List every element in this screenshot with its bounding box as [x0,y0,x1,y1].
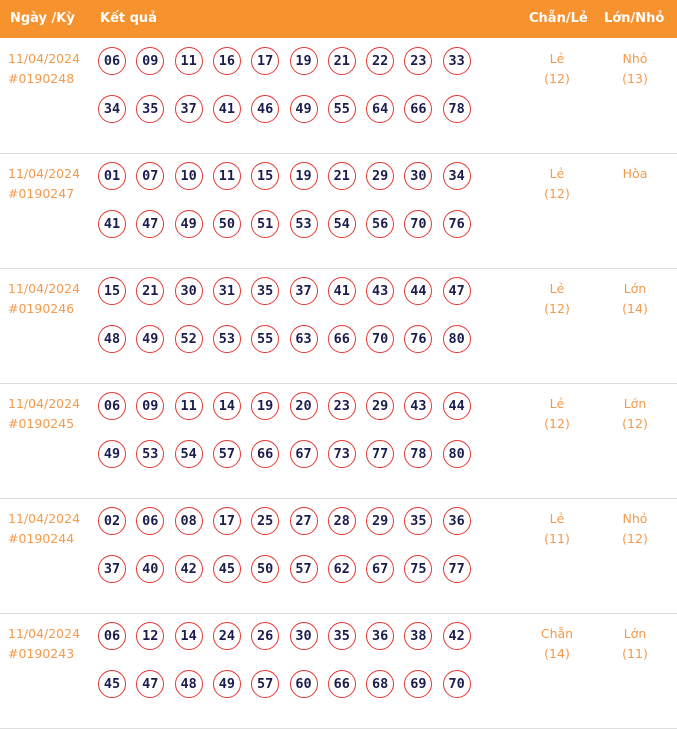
even-odd-result [522,624,592,664]
even-odd-value: Lẻ [549,511,565,526]
big-small-result [600,509,670,549]
number-ball: 50 [251,555,279,583]
draw-id: #0190247 [8,186,75,201]
number-ball: 53 [136,440,164,468]
number-ball: 78 [443,95,471,123]
number-ball: 54 [328,210,356,238]
number-ball: 50 [213,210,241,238]
number-ball: 46 [251,95,279,123]
draw-date-period [8,509,80,549]
number-ball: 41 [213,95,241,123]
draw-row [0,154,677,269]
column-header-even-odd: Chẵn/Lẻ [529,11,588,26]
number-ball: 49 [136,325,164,353]
even-odd-result [522,49,592,89]
big-small-value: Lớn [623,281,647,296]
draw-date: 11/04/2024 [8,396,81,411]
number-ball: 77 [366,440,394,468]
number-ball: 35 [251,277,279,305]
number-ball: 17 [251,47,279,75]
number-ball: 34 [443,162,471,190]
even-odd-count: (11) [544,531,570,546]
draw-row [0,614,677,729]
number-ball: 76 [443,210,471,238]
number-ball: 30 [290,622,318,650]
number-ball: 48 [98,325,126,353]
big-small-result [600,279,670,319]
draw-row [0,39,677,154]
number-ball: 28 [328,507,356,535]
number-ball: 70 [366,325,394,353]
draw-date: 11/04/2024 [8,281,81,296]
even-odd-result [522,164,592,204]
number-ball: 66 [328,325,356,353]
results-table-header [0,0,677,38]
number-ball: 53 [290,210,318,238]
number-ball: 34 [98,95,126,123]
number-ball: 45 [98,670,126,698]
draw-id: #0190248 [8,71,75,86]
number-ball: 35 [136,95,164,123]
number-ball: 73 [328,440,356,468]
big-small-count: (13) [622,71,648,86]
draw-id: #0190244 [8,531,75,546]
number-ball: 55 [328,95,356,123]
number-ball: 17 [213,507,241,535]
number-ball: 23 [404,47,432,75]
number-ball: 60 [290,670,318,698]
number-ball: 67 [290,440,318,468]
big-small-count: (12) [622,531,648,546]
number-ball: 47 [443,277,471,305]
draw-date-period [8,49,80,89]
number-ball: 57 [290,555,318,583]
big-small-value: Nhỏ [622,511,648,526]
number-ball: 23 [328,392,356,420]
number-ball: 44 [404,277,432,305]
number-ball: 10 [175,162,203,190]
number-ball: 66 [251,440,279,468]
big-small-value: Lớn [623,396,647,411]
number-ball: 35 [328,622,356,650]
big-small-result [600,624,670,664]
number-ball: 26 [251,622,279,650]
even-odd-count: (12) [544,71,570,86]
number-ball: 21 [328,47,356,75]
number-ball: 37 [98,555,126,583]
number-ball: 64 [366,95,394,123]
number-ball: 02 [98,507,126,535]
draw-date: 11/04/2024 [8,51,81,66]
big-small-value: Lớn [623,626,647,641]
number-ball: 52 [175,325,203,353]
draw-date: 11/04/2024 [8,166,81,181]
number-ball: 06 [98,622,126,650]
number-ball: 63 [290,325,318,353]
big-small-result [600,164,670,184]
number-ball: 09 [136,392,164,420]
number-ball: 43 [404,392,432,420]
number-ball: 47 [136,210,164,238]
draw-date-period [8,394,80,434]
number-ball: 06 [98,392,126,420]
number-ball: 53 [213,325,241,353]
draw-date: 11/04/2024 [8,626,81,641]
number-ball: 15 [251,162,279,190]
number-ball: 57 [251,670,279,698]
number-ball: 40 [136,555,164,583]
number-ball: 25 [251,507,279,535]
number-ball: 21 [136,277,164,305]
number-ball: 67 [366,555,394,583]
number-ball: 49 [213,670,241,698]
number-ball: 11 [175,392,203,420]
number-ball: 11 [175,47,203,75]
number-ball: 37 [175,95,203,123]
number-ball: 62 [328,555,356,583]
number-ball: 47 [136,670,164,698]
number-ball: 38 [404,622,432,650]
draw-date-period [8,624,80,664]
number-ball: 19 [290,162,318,190]
even-odd-count: (14) [544,646,570,661]
number-ball: 69 [404,670,432,698]
number-ball: 14 [175,622,203,650]
number-ball: 49 [175,210,203,238]
number-ball: 16 [213,47,241,75]
number-ball: 49 [290,95,318,123]
even-odd-value: Lẻ [549,166,565,181]
number-ball: 37 [290,277,318,305]
number-ball: 01 [98,162,126,190]
big-small-value: Hòa [622,166,648,181]
number-ball: 66 [404,95,432,123]
column-header-result: Kết quả [100,11,157,26]
even-odd-count: (12) [544,186,570,201]
number-ball: 19 [251,392,279,420]
number-ball: 48 [175,670,203,698]
number-ball: 19 [290,47,318,75]
number-ball: 36 [366,622,394,650]
number-ball: 29 [366,507,394,535]
number-ball: 42 [175,555,203,583]
number-ball: 30 [175,277,203,305]
number-ball: 24 [213,622,241,650]
even-odd-result [522,509,592,549]
number-ball: 36 [443,507,471,535]
number-ball: 41 [328,277,356,305]
number-ball: 49 [98,440,126,468]
number-ball: 43 [366,277,394,305]
number-ball: 66 [328,670,356,698]
even-odd-count: (12) [544,301,570,316]
number-ball: 20 [290,392,318,420]
number-ball: 70 [404,210,432,238]
number-ball: 70 [443,670,471,698]
number-ball: 76 [404,325,432,353]
draw-id: #0190246 [8,301,75,316]
number-ball: 35 [404,507,432,535]
number-ball: 41 [98,210,126,238]
number-ball: 29 [366,392,394,420]
number-ball: 11 [213,162,241,190]
number-ball: 09 [136,47,164,75]
number-ball: 44 [443,392,471,420]
number-ball: 45 [213,555,241,583]
number-ball: 54 [175,440,203,468]
even-odd-value: Lẻ [549,51,565,66]
big-small-result [600,394,670,434]
even-odd-count: (12) [544,416,570,431]
number-ball: 14 [213,392,241,420]
big-small-value: Nhỏ [622,51,648,66]
column-header-big-small: Lớn/Nhỏ [604,11,665,26]
number-ball: 51 [251,210,279,238]
number-ball: 42 [443,622,471,650]
big-small-count: (11) [622,646,648,661]
number-ball: 68 [366,670,394,698]
big-small-count: (12) [622,416,648,431]
big-small-result [600,49,670,89]
number-ball: 08 [175,507,203,535]
draw-row [0,499,677,614]
number-ball: 06 [136,507,164,535]
even-odd-value: Lẻ [549,281,565,296]
number-ball: 57 [213,440,241,468]
number-ball: 15 [98,277,126,305]
number-ball: 75 [404,555,432,583]
number-ball: 07 [136,162,164,190]
even-odd-value: Lẻ [549,396,565,411]
number-ball: 27 [290,507,318,535]
draw-date: 11/04/2024 [8,511,81,526]
number-ball: 31 [213,277,241,305]
even-odd-value: Chẵn [540,626,574,641]
number-ball: 78 [404,440,432,468]
number-ball: 77 [443,555,471,583]
number-ball: 29 [366,162,394,190]
column-header-date: Ngày /Kỳ [10,11,75,26]
number-ball: 30 [404,162,432,190]
draw-row [0,269,677,384]
draw-id: #0190245 [8,416,75,431]
draw-date-period [8,164,80,204]
even-odd-result [522,394,592,434]
number-ball: 80 [443,440,471,468]
number-ball: 80 [443,325,471,353]
number-ball: 12 [136,622,164,650]
number-ball: 33 [443,47,471,75]
draw-row [0,384,677,499]
number-ball: 55 [251,325,279,353]
number-ball: 06 [98,47,126,75]
draw-date-period [8,279,80,319]
number-ball: 56 [366,210,394,238]
number-ball: 21 [328,162,356,190]
draw-id: #0190243 [8,646,75,661]
even-odd-result [522,279,592,319]
number-ball: 22 [366,47,394,75]
big-small-count: (14) [622,301,648,316]
